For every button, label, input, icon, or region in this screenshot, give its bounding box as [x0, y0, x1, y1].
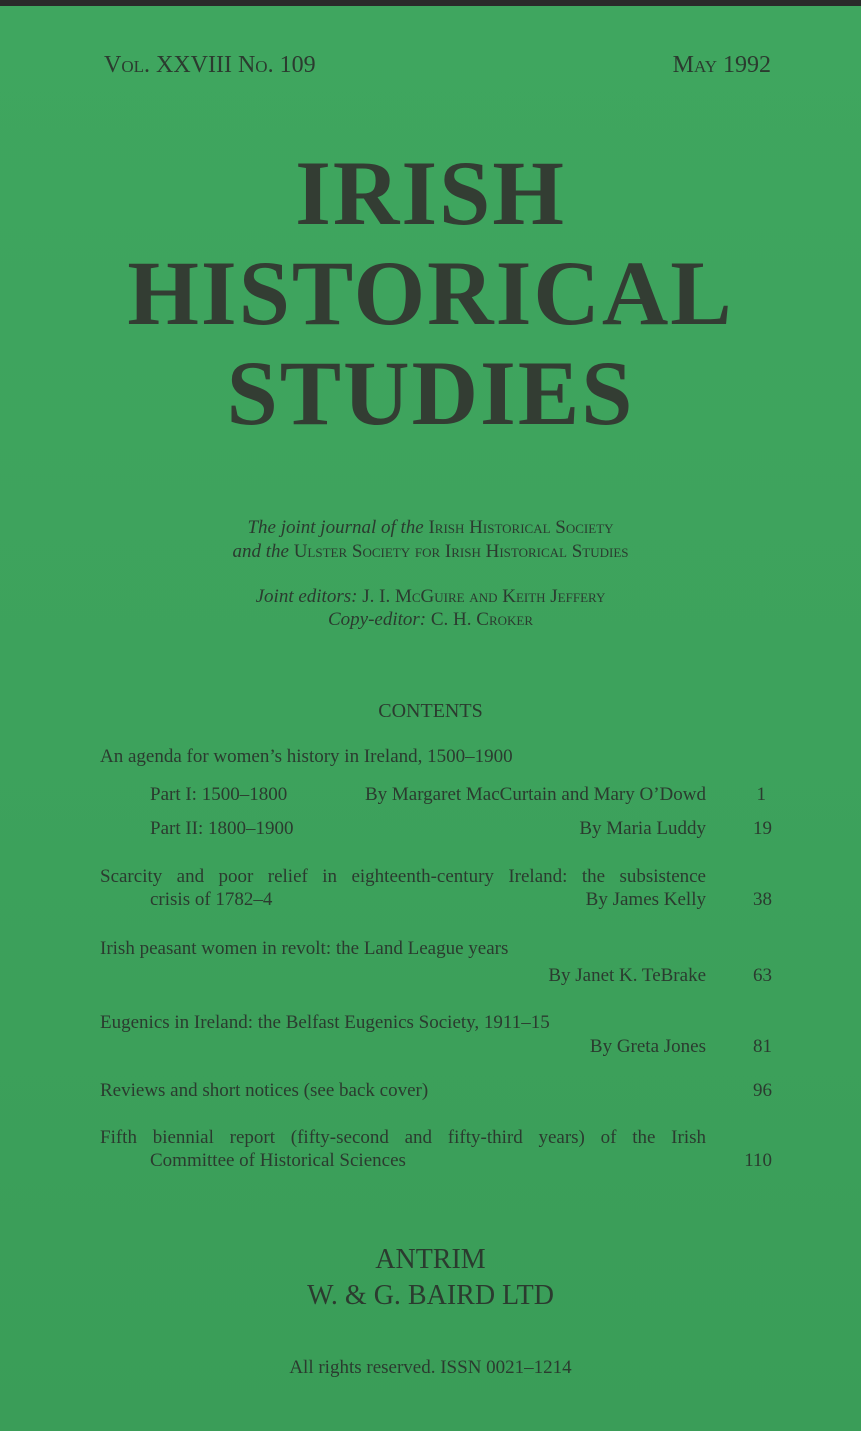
toc-page: 38 — [753, 889, 772, 910]
toc-title: Reviews and short notices (see back cover) — [100, 1080, 429, 1101]
editors-names: J. I. McGuire and Keith Jeffery — [362, 586, 606, 607]
subtitle-italic-2: and the — [232, 541, 289, 562]
top-edge — [0, 0, 861, 6]
editors-label: Joint editors: — [255, 586, 358, 607]
copy-editor-label: Copy-editor: — [327, 609, 427, 630]
toc-title: An agenda for women’s history in Ireland, 1500–1900 — [100, 746, 513, 767]
volume-number: Vol. XXVIII No. 109 — [104, 52, 316, 78]
subtitle-italic-1: The joint journal of the — [247, 517, 424, 538]
editors-line — [0, 586, 861, 608]
toc-title: Fifth biennial report (fifty-second and fifty-third years) of the Irish — [100, 1127, 706, 1148]
toc-author: By Janet K. TeBrake — [548, 965, 706, 986]
toc-page: 1 — [756, 784, 766, 805]
subtitle-line-1 — [0, 517, 861, 539]
toc-page: 63 — [753, 965, 772, 986]
publisher-name: W. & G. BAIRD LTD — [307, 1280, 554, 1311]
toc-author: By Margaret MacCurtain and Mary O’Dowd — [364, 784, 706, 805]
title-line-3: STUDIES — [226, 342, 635, 444]
title-line-2: HISTORICAL — [127, 242, 734, 344]
title-line-1: IRISH — [295, 142, 566, 244]
toc-title: Part I: 1500–1800 — [150, 784, 288, 805]
toc-title-continued: crisis of 1782–4 — [150, 889, 273, 910]
toc-title: Scarcity and poor relief in eighteenth-century Ireland: the subsistence — [100, 866, 706, 887]
toc-page: 81 — [753, 1036, 772, 1057]
issue-date: May 1992 — [672, 52, 771, 78]
toc-title: Irish peasant women in revolt: the Land League years — [100, 938, 509, 959]
society-name-1: Irish Historical Society — [428, 517, 614, 538]
toc-title: Eugenics in Ireland: the Belfast Eugenics Society, 1911–15 — [100, 1012, 550, 1033]
toc-page: 19 — [753, 818, 772, 839]
toc-title-continued: Committee of Historical Sciences — [150, 1150, 406, 1171]
copy-editor-name: C. H. Croker — [430, 609, 534, 630]
toc-page: 96 — [753, 1080, 772, 1101]
subtitle-line-2 — [0, 541, 861, 563]
publisher-place: ANTRIM — [375, 1244, 486, 1275]
toc-page: 110 — [744, 1150, 772, 1171]
copy-editor-line — [0, 609, 861, 631]
toc-title: Part II: 1800–1900 — [150, 818, 294, 839]
toc-author: By Greta Jones — [589, 1036, 706, 1057]
toc-author: By Maria Luddy — [579, 818, 706, 839]
contents-heading: CONTENTS — [378, 700, 483, 722]
rights-notice: All rights reserved. ISSN 0021–1214 — [289, 1357, 572, 1378]
society-name-2: Ulster Society for Irish Historical Studies — [293, 541, 629, 562]
toc-author: By James Kelly — [585, 889, 706, 910]
